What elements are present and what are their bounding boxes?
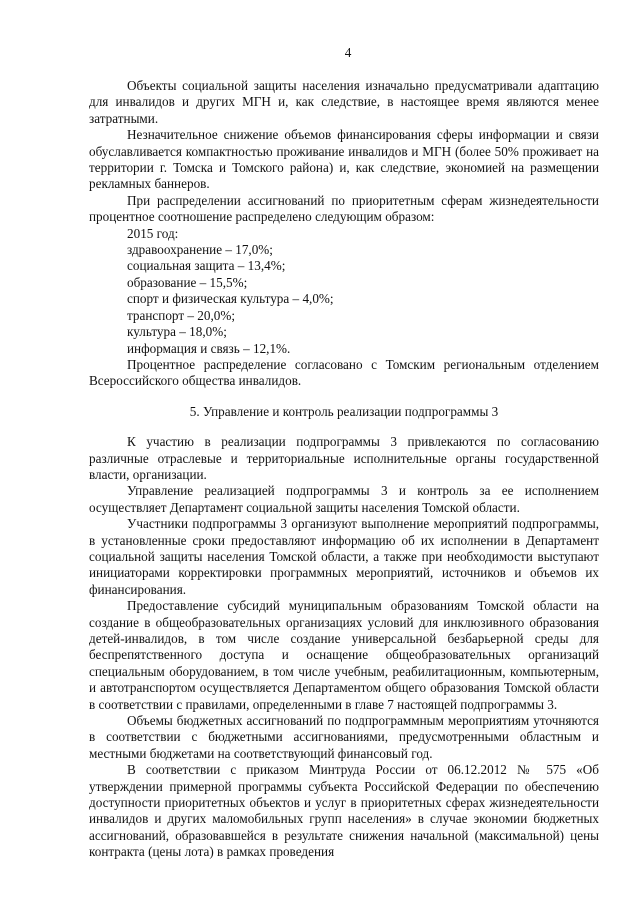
paragraph-financing-decrease: Незначительное снижение объемов финансирования сферы информации и связи обуславливается компактностью проживание инвалидов и МГН (более 50% проживает на территории г. Томска и Томского района) и, как следствие, экономией на размещении рекламных баннеров. <box>89 127 599 192</box>
list-item: информация и связь – 12,1%. <box>127 340 291 356</box>
paragraph-social-objects: Объекты социальной защиты населения изначально предусматривали адаптацию для инвалидов и других МГН и, как следствие, в настоящее время являются менее затратными. <box>89 78 599 126</box>
paragraph-order-575: В соответствии с приказом Минтруда России от 06.12.2012 № 575 «Об утверждении примерной программы субъекта Российской Федерации по обеспечению доступности приоритетных объектов и услуг в приоритетных сферах жизнедеятельности инвалидов и других маломобильных групп населения» в случае экономии бюджетных ассигнований, образовавшейся в результате снижения начальной (максимальной) цены контракта (цены лота) в рамках проведения <box>89 762 599 860</box>
list-item: социальная защита – 13,4%; <box>127 258 286 274</box>
list-item: образование – 15,5%; <box>127 274 248 290</box>
paragraph-agreed: Процентное распределение согласовано с Томским региональным отделением Всероссийского общества инвалидов. <box>89 356 599 389</box>
list-item: здравоохранение – 17,0%; <box>127 242 273 258</box>
paragraph-participants: Участники подпрограммы 3 организуют выполнение мероприятий подпрограммы, в установленные сроки предоставляют информацию об их исполнении в Департамент социальной защиты населения Томской области, а также при необходимости выступают инициаторами корректировки программных мероприятий, источников и объемов их финансирования. <box>89 516 599 597</box>
paragraph-distribution-intro: При распределении ассигнований по приоритетным сферам жизнедеятельности процентное соотношение распределено следующим образом: <box>89 192 599 225</box>
page-number: 4 <box>344 45 352 60</box>
section-title: 5. Управление и контроль реализации подпрограммы 3 <box>189 403 499 419</box>
distribution-year: 2015 год: <box>127 225 179 241</box>
list-item: спорт и физическая культура – 4,0%; <box>127 291 334 307</box>
list-item: культура – 18,0%; <box>127 324 227 340</box>
paragraph-participation: К участию в реализации подпрограммы 3 привлекаются по согласованию различные отраслевые и территориальные исполнительные органы государственной власти, организации. <box>89 434 599 482</box>
paragraph-management: Управление реализацией подпрограммы 3 и контроль за ее исполнением осуществляет Департамент социальной защиты населения Томской области. <box>89 483 599 515</box>
distribution-list <box>89 226 599 357</box>
paragraph-budget-volumes: Объемы бюджетных ассигнований по подпрограммным мероприятиям уточняются в соответствии с бюджетными ассигнованиями, предусмотренными областным и местными бюджетами на соответствующий финансовый год. <box>89 713 599 761</box>
paragraph-subsidies: Предоставление субсидий муниципальным образованиям Томской области на создание в общеобразовательных организациях условий для инклюзивного образования детей-инвалидов, в том числе создание универсальной безбарьерной среды для беспрепятственного доступа и оснащение общеобразовательных организаций специальным оборудованием, в том числе учебным, реабилитационным, компьютерным, и автотранспортом осуществляется Департаментом общего образования Томской области в соответствии с правилами, определенными в главе 7 настоящей подпрограммы 3. <box>89 598 599 712</box>
list-item: транспорт – 20,0%; <box>127 307 236 323</box>
